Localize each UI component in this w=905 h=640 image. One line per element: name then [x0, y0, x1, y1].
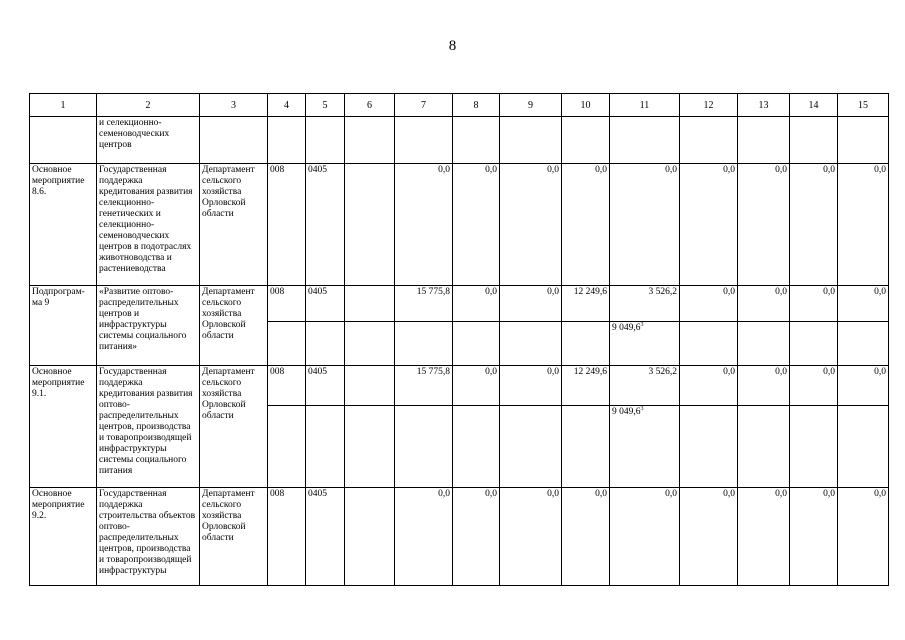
table-cell — [500, 117, 562, 164]
table-cell: 0,0 — [500, 286, 562, 322]
table-cell: 0,0 — [610, 488, 680, 586]
table-cell: 0405 — [306, 488, 345, 586]
table-cell: Подпрограм-ма 9 — [30, 286, 97, 366]
table-row-continuation — [30, 117, 889, 164]
table-cell — [268, 406, 306, 488]
table-cell — [610, 322, 680, 366]
table-cell — [562, 117, 610, 164]
table-cell: 0405 — [306, 366, 345, 406]
table-cell: 0,0 — [395, 164, 453, 286]
table-cell: 0,0 — [610, 164, 680, 286]
table-cell: 15 775,8 — [395, 286, 453, 322]
table-cell: 0,0 — [838, 488, 889, 586]
table-cell — [306, 117, 345, 164]
table-cell — [453, 322, 500, 366]
table-cell: 0,0 — [453, 366, 500, 406]
table-cell — [838, 117, 889, 164]
table-cell — [200, 117, 268, 164]
table-cell: 0,0 — [680, 488, 738, 586]
page-number: 8 — [448, 38, 457, 54]
table-cell — [395, 406, 453, 488]
table-cell: Департамент сельского хозяйства Орловской области — [200, 286, 268, 366]
table-cell: «Развитие оптово-распределительных центров и инфраструктуры системы социального питания» — [97, 286, 200, 366]
table-cell: 0,0 — [562, 164, 610, 286]
table-cell: 008 — [268, 366, 306, 406]
table-cell — [738, 406, 790, 488]
table-row — [30, 164, 889, 286]
table-cell — [306, 322, 345, 366]
table-cell — [680, 322, 738, 366]
table-cell — [345, 406, 395, 488]
table-cell — [453, 117, 500, 164]
table-cell — [562, 406, 610, 488]
table-cell: 0,0 — [838, 164, 889, 286]
table-cell — [345, 488, 395, 586]
table-cell — [838, 406, 889, 488]
table-cell — [680, 117, 738, 164]
table-cell — [395, 117, 453, 164]
table-cell: Государственная поддержка строительства объектов оптово-распределительных центров, производства и товаропроизводящей инфраструктуры — [97, 488, 200, 586]
column-header: 2 — [97, 94, 200, 117]
table-cell: 0,0 — [680, 286, 738, 322]
table-cell: 0,0 — [500, 164, 562, 286]
table-header — [30, 94, 889, 117]
table-cell: и селекционно-семеноводческих центров — [97, 117, 200, 164]
table-cell: 0,0 — [790, 286, 838, 322]
table-cell: 008 — [268, 488, 306, 586]
table-cell — [395, 322, 453, 366]
table-cell — [345, 366, 395, 406]
table-cell: 0,0 — [790, 366, 838, 406]
column-header: 7 — [395, 94, 453, 117]
column-header: 6 — [345, 94, 395, 117]
table-cell: 0,0 — [500, 488, 562, 586]
column-header: 5 — [306, 94, 345, 117]
table-cell: 12 249,6 — [562, 286, 610, 322]
footnote-marker: 3 — [640, 405, 644, 412]
table-cell — [268, 117, 306, 164]
table-cell: 0405 — [306, 286, 345, 322]
table-cell: 12 249,6 — [562, 366, 610, 406]
table-cell — [738, 117, 790, 164]
column-header: 8 — [453, 94, 500, 117]
table-cell: 0,0 — [738, 366, 790, 406]
table-cell — [345, 322, 395, 366]
budget-table — [29, 93, 889, 586]
table-cell: 0,0 — [738, 164, 790, 286]
table-row — [30, 488, 889, 586]
table-cell: 0,0 — [453, 488, 500, 586]
column-header: 11 — [610, 94, 680, 117]
table-cell — [500, 322, 562, 366]
table-cell — [562, 322, 610, 366]
table-cell — [790, 406, 838, 488]
table-cell — [610, 406, 680, 488]
table-row — [30, 366, 889, 406]
table-cell: 0,0 — [680, 366, 738, 406]
table-cell — [345, 164, 395, 286]
table-cell — [30, 117, 97, 164]
table-cell: Государственная поддержка кредитования развития оптово-распределительных центров, производства и товаропроизводящей инфраструктуры системы социального питания — [97, 366, 200, 488]
table-cell: 0,0 — [453, 164, 500, 286]
table-cell: 0,0 — [395, 488, 453, 586]
table-cell: Основное мероприятие 9.2. — [30, 488, 97, 586]
table-cell: Основное мероприятие 9.1. — [30, 366, 97, 488]
table-cell — [345, 117, 395, 164]
table-cell: 008 — [268, 286, 306, 322]
table-cell — [790, 322, 838, 366]
table-cell — [306, 406, 345, 488]
table-cell: 0,0 — [680, 164, 738, 286]
column-header: 4 — [268, 94, 306, 117]
table-cell: Департамент сельского хозяйства Орловской области — [200, 488, 268, 586]
table-cell: 0405 — [306, 164, 345, 286]
footnote-marker: 3 — [640, 321, 644, 328]
table-cell: 15 775,8 — [395, 366, 453, 406]
table-cell: 0,0 — [562, 488, 610, 586]
table-cell: 3 526,2 — [610, 286, 680, 322]
table-cell — [838, 322, 889, 366]
table-row — [30, 286, 889, 322]
column-header: 10 — [562, 94, 610, 117]
column-header: 15 — [838, 94, 889, 117]
table-cell: Департамент сельского хозяйства Орловской области — [200, 164, 268, 286]
table-cell — [738, 322, 790, 366]
table-cell: 3 526,2 — [610, 366, 680, 406]
table-cell: 0,0 — [790, 488, 838, 586]
table-cell: 0,0 — [500, 366, 562, 406]
table-cell: 008 — [268, 164, 306, 286]
table-cell — [345, 286, 395, 322]
table-cell — [500, 406, 562, 488]
table-cell: Государственная поддержка кредитования развития селекционно-генетических и селекционно-семеноводческих центров в подотраслях животноводства и растениеводства — [97, 164, 200, 286]
table-cell: 0,0 — [738, 488, 790, 586]
column-header: 3 — [200, 94, 268, 117]
table-cell: 0,0 — [738, 286, 790, 322]
table-cell: Основное мероприятие 8.6. — [30, 164, 97, 286]
column-header: 9 — [500, 94, 562, 117]
table-cell — [790, 117, 838, 164]
table-cell: 0,0 — [838, 286, 889, 322]
table-cell: Департамент сельского хозяйства Орловской области — [200, 366, 268, 488]
table-cell: 0,0 — [790, 164, 838, 286]
column-header: 12 — [680, 94, 738, 117]
footnoted-value: 9 049,6 — [612, 407, 641, 417]
column-header: 13 — [738, 94, 790, 117]
table-cell: 0,0 — [453, 286, 500, 322]
table-cell — [453, 406, 500, 488]
table-cell — [268, 322, 306, 366]
column-header: 14 — [790, 94, 838, 117]
header-row — [30, 94, 889, 117]
column-header: 1 — [30, 94, 97, 117]
footnoted-value: 9 049,6 — [612, 323, 641, 333]
table-cell — [680, 406, 738, 488]
table-cell: 0,0 — [838, 366, 889, 406]
table-cell — [610, 117, 680, 164]
